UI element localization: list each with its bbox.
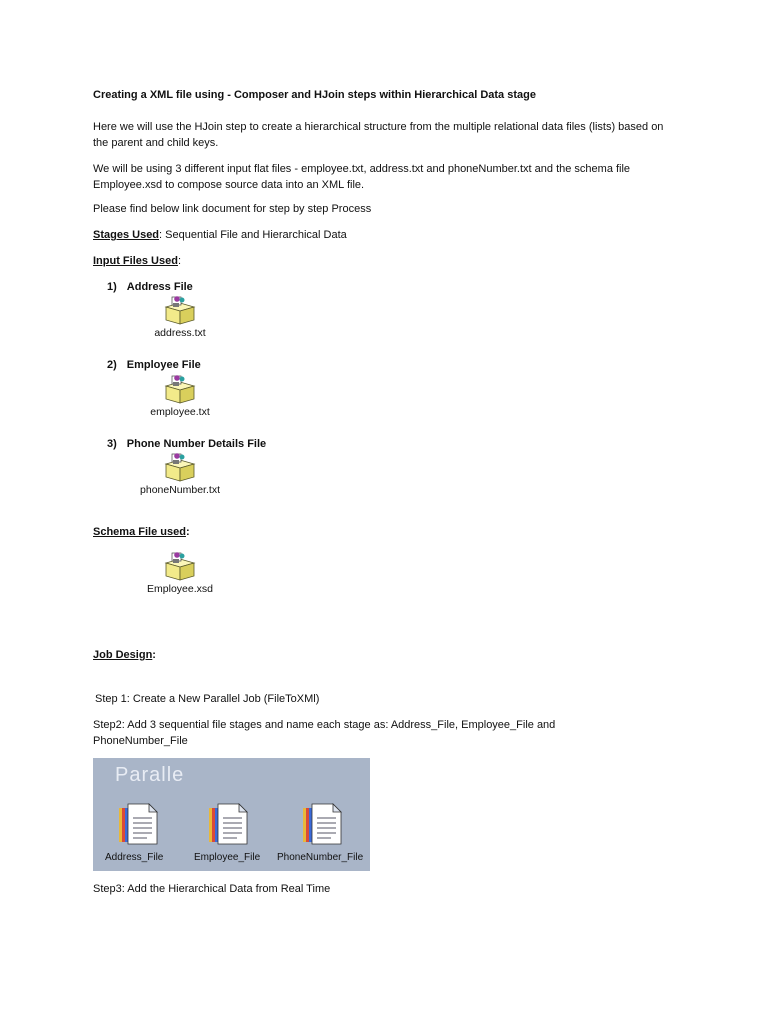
sequential-file-icon[interactable] <box>207 802 251 846</box>
input-file-item-3 <box>107 438 266 450</box>
attachment-filename[interactable]: phoneNumber.txt <box>140 484 220 496</box>
job-design-heading <box>93 649 156 661</box>
page-title: Creating a XML file using - Composer and HJoin steps within Hierarchical Data stage <box>93 89 536 101</box>
item-label: Phone Number Details File <box>126 438 267 450</box>
job-design-colon: : <box>152 649 156 661</box>
attachment-filename[interactable]: employee.txt <box>150 406 210 418</box>
item-label: Address File <box>126 281 193 293</box>
package-icon[interactable] <box>163 551 197 581</box>
input-files-heading <box>93 255 181 267</box>
parallel-job-canvas <box>93 758 370 871</box>
attachment-filename[interactable]: address.txt <box>154 327 206 339</box>
canvas-title: Paralle <box>115 764 185 786</box>
stage-label[interactable]: Address_File <box>105 852 164 863</box>
sequential-file-icon[interactable] <box>301 802 345 846</box>
input-file-item-2 <box>107 359 201 371</box>
item-label: Employee File <box>126 359 201 371</box>
stages-used-line <box>93 229 347 241</box>
input-file-item-1 <box>107 281 193 293</box>
package-icon[interactable] <box>163 295 197 325</box>
item-number: 2) <box>107 359 117 371</box>
package-icon[interactable] <box>163 452 197 482</box>
step-3: Step3: Add the Hierarchical Data from Real Time <box>93 883 331 895</box>
input-files-label: Input Files Used <box>93 255 178 267</box>
intro-paragraph-1: Here we will use the HJoin step to create a hierarchical structure from the multiple relational data files (lists) based on the parent and child keys. <box>93 121 664 149</box>
item-number: 1) <box>107 281 117 293</box>
schema-heading <box>93 526 190 538</box>
step-2: Step2: Add 3 sequential file stages and name each stage as: Address_File, Employee_File and PhoneNumber_File <box>93 719 556 747</box>
intro-paragraph-3: Please find below link document for step by step Process <box>93 203 372 215</box>
intro-paragraph-2: We will be using 3 different input flat files - employee.txt, address.txt and phoneNumber.txt and the schema file Employee.xsd to compose source data into an XML file. <box>93 163 631 191</box>
schema-colon: : <box>185 526 190 538</box>
stage-label[interactable]: PhoneNumber_File <box>277 852 364 863</box>
stages-used-value: Sequential File and Hierarchical Data <box>162 229 347 241</box>
stages-used-label: Stages Used <box>93 229 160 241</box>
input-files-colon: : <box>177 255 182 267</box>
attachment-filename[interactable]: Employee.xsd <box>147 583 213 595</box>
stage-label[interactable]: Employee_File <box>194 852 261 863</box>
sequential-file-icon[interactable] <box>117 802 161 846</box>
step-1: Step 1: Create a New Parallel Job (FileToXMl) <box>95 693 320 705</box>
schema-label: Schema File used <box>93 526 186 538</box>
package-icon[interactable] <box>163 374 197 404</box>
job-design-label: Job Design <box>93 649 153 661</box>
item-number: 3) <box>107 438 117 450</box>
stages-used-colon: : <box>159 229 163 241</box>
